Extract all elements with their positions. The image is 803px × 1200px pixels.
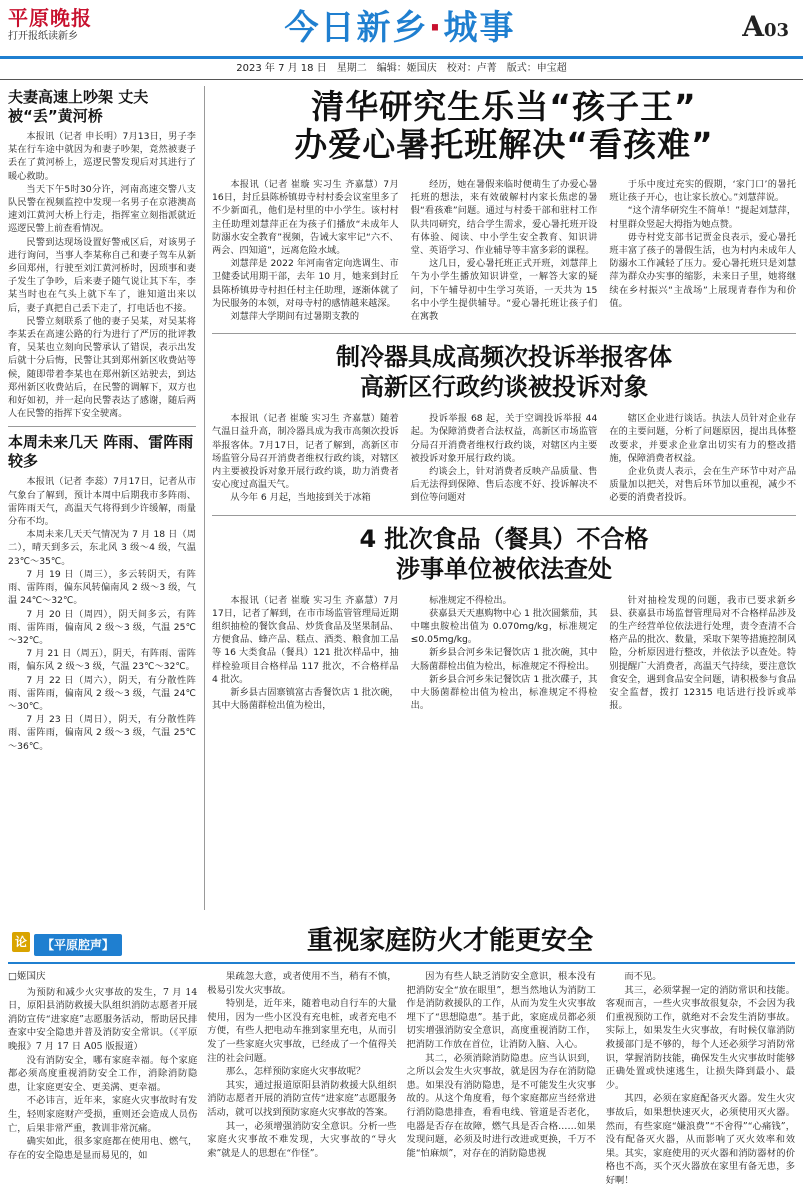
- paragraph: 其实，通过报道原阳县消防救援大队组织消防志愿者开展的消防宣传“进家庭”志愿服务活动，就可以找到预防家庭火灾事故的答案。: [207, 1079, 397, 1118]
- logo-text: 平原晚报: [8, 6, 92, 30]
- paragraph: 确实如此，很多家庭都在使用电、燃气，存在的安全隐患是显而易见的，如: [8, 1136, 198, 1161]
- paragraph: 于乐中度过充实的假期，‘家门口’的暑托班让孩子开心，也让家长放心。”刘慧萍说。: [609, 179, 797, 204]
- third-headline: [212, 524, 796, 584]
- paragraph: 辖区企业进行谈话。执法人员针对企业存在的主要问题，分析了问题原因，提出具体整改要求，并要求企业拿出切实有力的整改措施，保障消费者权益。: [609, 413, 797, 464]
- paragraph: 7 月 22 日（周六），阴天，有分散性阵雨、雷阵雨，偏南风 2 级～3 级，气温 24℃～30℃。: [8, 674, 196, 712]
- third-headline-line1: 4 批次食品（餐具）不合格: [359, 524, 649, 553]
- article-body-weather: [8, 475, 196, 752]
- paragraph: 没有消防安全，哪有家庭幸福。每个家庭都必须高度重视消防安全工作，消除消防隐患，让家庭更安全、更美满、更幸福。: [8, 1054, 198, 1093]
- commentary-title: 重视家庭防火才能更安全: [306, 926, 593, 956]
- dateline: 2023 年 7 月 18 日 星期二 编辑：姬国庆 校对：卢菁 版式：申宝超: [236, 63, 567, 74]
- paragraph: 从今年 6 月起，当地接到关于冰箱: [230, 492, 371, 504]
- lead-col-3: [609, 178, 796, 323]
- paragraph: 本报讯（记者 申长明）7月13日，男子李某在行车途中就因为和妻子吵架，竟然被妻子丢在了黄河桥上，巡逻民警发现后对其进行了暖心救助。: [8, 131, 196, 182]
- article-title-couple: 夫妻高速上吵架 丈夫被“丢”黄河桥: [8, 88, 149, 125]
- second-body: [212, 412, 796, 504]
- section-title: [230, 8, 570, 48]
- paragraph: “这个清华研究生不简单！”提起刘慧萍，村里群众竖起大拇指为她点赞。: [609, 205, 797, 230]
- paragraph: 刘慧萍大学期间有过暑期支教的: [230, 311, 360, 323]
- paragraph: 新乡县合河乡朱记餐饮店 1 批次碟子，其中大肠菌群检出值为检出，标准规定不得检出。: [410, 673, 598, 712]
- column-label-text: 【平原腔声】: [34, 934, 122, 956]
- paragraph: 7 月 19 日（周三），多云转阴天，有阵雨、雷阵雨，偏东风转偏南风 2 级～3 级，气温 24℃～32℃。: [8, 568, 196, 607]
- paragraph: 本报讯（记者 崔璇 实习生 齐嘉慧）7月17日，记者了解到，在市市场监管管理局近期组织抽检的餐饮食品、炒货食品及坚果制品、方便食品、蜂产品、糕点、酒类、粮食加工品等 16 大类食品（餐具）121 批次样品中，抽样检验项目合格样品 117 批次，不合格样品 4 批次。: [212, 594, 399, 685]
- third-col-1: [212, 594, 399, 713]
- section-title-a: 今日新乡: [284, 8, 429, 48]
- second-headline: [212, 342, 796, 402]
- second-col-3: [609, 412, 796, 504]
- paragraph: 7 月 21 日（周五），阴天，有阵雨、雷阵雨，偏东风 2 级～3 级，气温 23℃～32℃。: [8, 648, 196, 673]
- paragraph: 约谈会上，针对消费者反映产品质量、售后无法得到保障、售后态度不好、投诉解决不到位等问题对: [410, 466, 598, 504]
- lead-col-1: [212, 178, 399, 323]
- commentary-icon: 论: [12, 932, 30, 952]
- lead-body: [212, 178, 796, 323]
- paragraph: 新乡县古固寨镇富古香餐饮店 1 批次碗，其中大肠菌群检出值为检出，: [212, 687, 399, 712]
- commentary-col-2: [207, 970, 396, 1188]
- paragraph: 其一，必须增强消防安全意识。分析一些家庭火灾事故不难发现，大灾事故的“导火索”就是人的思想在“作怪”。: [207, 1120, 397, 1159]
- paragraph: 民警到达现场设置好警戒区后，对该男子进行询问，当事人李某称自己和妻子驾车从新乡回郑州，行驶至刘江黄河桥时，因琐事和妻子发生了争吵，后来妻子随气说让其下车，李某当时也在气头上就下车了，谁知道出来以后，妻子真把自己丢下走了，打电话也不接。: [8, 236, 196, 314]
- third-col-2: [411, 594, 598, 713]
- paragraph: 本报讯（记者 李蕊）7月17日，记者从市气象台了解到，预计本周中后期我市多阵雨、雷阵雨天气，高温天气将得到少许缓解，雨量分布不均。: [8, 476, 196, 528]
- third-body: [212, 594, 796, 713]
- paragraph: 那么，怎样预防家庭火灾事故呢？: [225, 1066, 366, 1078]
- paragraph: 这几日，爱心暑托班正式开班，刘慧萍上午为小学生播放知识讲堂，一解答大家的疑问，下午辅导初中生学习英语，一天共为 15 名中小学生提供辅导。“爱心暑托班让孩子们在寓教: [410, 258, 598, 323]
- divider: [212, 333, 796, 334]
- commentary-col-3: [407, 970, 596, 1188]
- paragraph: 为预防和减少火灾事故的发生，7 月 14 日，原阳县消防救援大队组织消防志愿者开展消防宣传“进家庭”志愿服务活动，帮助居民排查家中安全隐患并普及消防安全常识。（《平原晚报》7 月 17 日 A05 版报道）: [8, 986, 198, 1052]
- paragraph: 针对抽检发现的问题，我市已要求新乡县、获嘉县市场监督管理局对不合格样品涉及的生产经营单位依法进行处理，责令查清不合格产品的批次、数量，采取下架等措施控制风险，分析原因进行整改，并依法予以查处。特别提醒广大消费者，高温天气持续，要注意饮食安全，遇到食品安全问题，请积极参与食品安全监督，拨打 12315 电话进行投诉或举报。: [609, 594, 797, 712]
- divider: [212, 515, 796, 516]
- paragraph: 投诉举报 68 起，关于空调投诉举报 44 起。为保障消费者合法权益，高新区市场监管分局召开消费者维权行政约谈，对辖区内主要被投诉对象开展行政约谈。: [410, 413, 598, 464]
- paragraph: 7 月 20 日（周四），阴天间多云，有阵雨、雷阵雨，偏南风 2 级～3 级，气温 25℃～32℃。: [8, 608, 196, 646]
- page-number: [742, 10, 789, 48]
- paragraph: 新乡县合河乡朱记餐饮店 1 批次碗，其中大肠菌群检出值为检出，标准规定不得检出。: [410, 647, 598, 672]
- paragraph: 标准规定不得检出。: [429, 594, 512, 606]
- paragraph: 因为有些人缺乏消防安全意识，根本没有把消防安全“放在眼里”，想当然地认为消防工作是消防救援队的工作，从而为发生火灾事故埋下了“思想隐患”。基于此，家庭成员都必须切实增强消防安全意识，高度重视消防工作，把消防工作放在首位，让消防入脑、入心。: [406, 971, 596, 1050]
- paragraph: 当天下午5时30分许，河南高速交警八支队民警在视频监控中发现一名男子在京港澳高速刘江黄河大桥上行走，指挥室立刻指派就近巡逻民警上前查看情况。: [8, 183, 196, 235]
- commentary-col-1: [8, 970, 197, 1188]
- main-area: [212, 88, 796, 712]
- page-letter: A: [742, 10, 764, 43]
- paragraph: 其二，必须消除消防隐患。应当认识到，之所以会发生火灾事故，就是因为存在消防隐患。如果没有消防隐患，是不可能发生火灾事故的。从这个角度看，每个家庭都应当经常进行消防隐患排查，看看电线、管道是否老化，电器是否存在故障，燃气具是否合格……如果发现问题，必须及时进行改进或更换，千万不能“怕麻烦”，对存在的消防隐患视: [406, 1052, 596, 1159]
- newspaper-logo: [8, 6, 128, 52]
- column-divider: [204, 86, 205, 910]
- paragraph: 本周未来几天天气情况为 7 月 18 日（周二），晴天到多云，东北风 3 级～4 级，气温 23℃～35℃。: [8, 529, 196, 567]
- paragraph: 获嘉县天天惠购物中心 1 批次圆紫茄，其中噻虫胺检出值为 0.070mg/kg，标准规定≤0.05mg/kg。: [410, 607, 598, 646]
- paragraph: 本报讯（记者 崔璇 实习生 齐嘉慧）随着气温日益升高，制冷器具成为我市高频次投诉举报客体。7月17日，记者了解到，高新区市场监管分局召开消费者维权行政约谈，对辖区内主要被投诉对象开展行政约谈，助力消费者安心度过高温天气。: [212, 413, 399, 491]
- header-rule: [0, 56, 803, 59]
- paragraph: 民警立刻联系了他的妻子吴某，对吴某将李某丢在高速公路的行为进行了严厉的批评教育，吴某也立刻向民警承认了错误，表示出发后就十分后悔，民警让其到郑州新区收费站等候，随即带着李某也在郑州新区站驶去，到达郑州新区收费站后，在民警的调解下，双方也和好如初，并一起向民警表达了感谢，随后两人在民警的指挥下安全驶离。: [8, 315, 196, 420]
- paragraph: 特别是，近年来，随着电动自行车的大量使用，因为一些小区没有充电桩，或者充电不方便，有些人把电动车推到家里充电，从而引发了一些家庭火灾事故，已经成了一个值得关注的社会问题。: [207, 998, 397, 1064]
- commentary-body: [8, 970, 795, 1188]
- article-body-couple: [8, 130, 196, 420]
- paragraph: 而不见。: [624, 971, 662, 982]
- lead-headline-line2: 办爱心暑托班解决“看孩难”: [294, 125, 714, 164]
- lead-headline: [212, 88, 796, 164]
- second-col-1: [212, 412, 399, 504]
- paragraph: 企业负责人表示，会在生产环节中对产品质量加以把关，对售后环节加以重视，减少不必要的消费者投诉。: [609, 466, 797, 504]
- header-rule-thin: [0, 79, 803, 80]
- second-headline-line1: 制冷器具成高频次投诉举报客体: [336, 343, 672, 372]
- paragraph: 果疏忽大意，或者使用不当，稍有不慎，极易引发火灾事故。: [207, 971, 397, 996]
- byline: □姬国庆: [8, 971, 46, 982]
- paragraph: 刘慧萍是 2022 年河南省定向选调生、市卫健委试用期干部，去年 10 月，她来到封丘县陈桥镇毋寺村担任村主任助理，逐渐体就了为民服务的本领，对母寺村的感情越来越深。: [212, 258, 399, 309]
- divider: [8, 426, 196, 427]
- third-col-3: [609, 594, 796, 713]
- second-headline-line2: 高新区行政约谈被投诉对象: [360, 373, 648, 402]
- second-col-2: [411, 412, 598, 504]
- paragraph: 其三，必须掌握一定的消防常识和技能。客观而言，一些火灾事故很复杂，不会因为我们重视预防工作，就绝对不会发生消防事故。实际上，如果发生火灾事故，有时候仅靠消防救援部门是不够的，每个人还必须学习消防常识，掌握消防技能，确保发生火灾事故时能够正确处置或快速逃生，让损失降到最小、最少。: [605, 984, 795, 1091]
- commentary-col-4: [606, 970, 795, 1188]
- lead-headline-line1: 清华研究生乐当“孩子王”: [311, 87, 697, 126]
- commentary-rule: [8, 962, 795, 964]
- logo-slogan: 打开报纸读新乡: [8, 31, 78, 42]
- paragraph: 毋寺村党支部书记贾金良表示，爱心暑托班丰富了孩子的暑假生活，也为村内未成年人防溺水工作减轻了压力。爱心暑托班只是刘慧萍为群众办实事的缩影，未来日子里，她将继续在乡村振兴“主战场”上展现青春作为和价值。: [609, 231, 797, 309]
- third-headline-line2: 涉事单位被依法查处: [396, 554, 612, 583]
- article-title-weather: 本周未来几天 阵雨、雷阵雨较多: [8, 433, 194, 471]
- section-title-dot: ·: [428, 8, 444, 48]
- left-column: [8, 88, 196, 753]
- paragraph: 7 月 23 日（周日），阴天，有分散性阵雨、雷阵雨，偏南风 2 级～3 级，气温 25℃～36℃。: [8, 714, 196, 752]
- paragraph: 经历，她在暑假来临时便萌生了办爱心暑托班的想法，来有效破解村内家长焦虑的暑假“看孩难”问题。通过与村委干部和驻村工作队共同研究，结合学生需求，爱心暑托班开设有体验、阅读、中小学生安全教育、知识讲堂、英语学习、作业辅导等丰富多彩的课程。: [410, 179, 598, 257]
- paragraph: 不必讳言，近年来，家庭火灾事故时有发生，轻则家庭财产受损，重则还会造成人员伤亡，后果非常严重，教训非常沉痛。: [8, 1095, 198, 1134]
- section-title-b: 城事: [443, 8, 516, 48]
- page-num: 03: [763, 20, 789, 41]
- paragraph: 本报讯（记者 崔璇 实习生 齐嘉慧）7月16日，封丘县陈桥镇毋寺村村委会议室里多了不少新面孔，他们是村里的中小学生。该村村主任助理刘慧萍正在为孩子们播放“未成年人防溺水安全教育”视频，告诫大家牢记“六不、两会、四知道”，远离危险水域。: [212, 179, 399, 257]
- lead-col-2: [411, 178, 598, 323]
- paragraph: 其四，必须在家庭配备灭火器。发生火灾事故后，如果想快速灭火，必须使用灭火器。然而，有些家庭“嫌浪费”“不舍得”“心痛钱”，没有配备灭火器，从而影响了灭火效率和效果。其实，家庭使用的灭火器和消防器材的价格也不高，买个灭火器放在家里有备无患，多好啊！: [605, 1093, 795, 1186]
